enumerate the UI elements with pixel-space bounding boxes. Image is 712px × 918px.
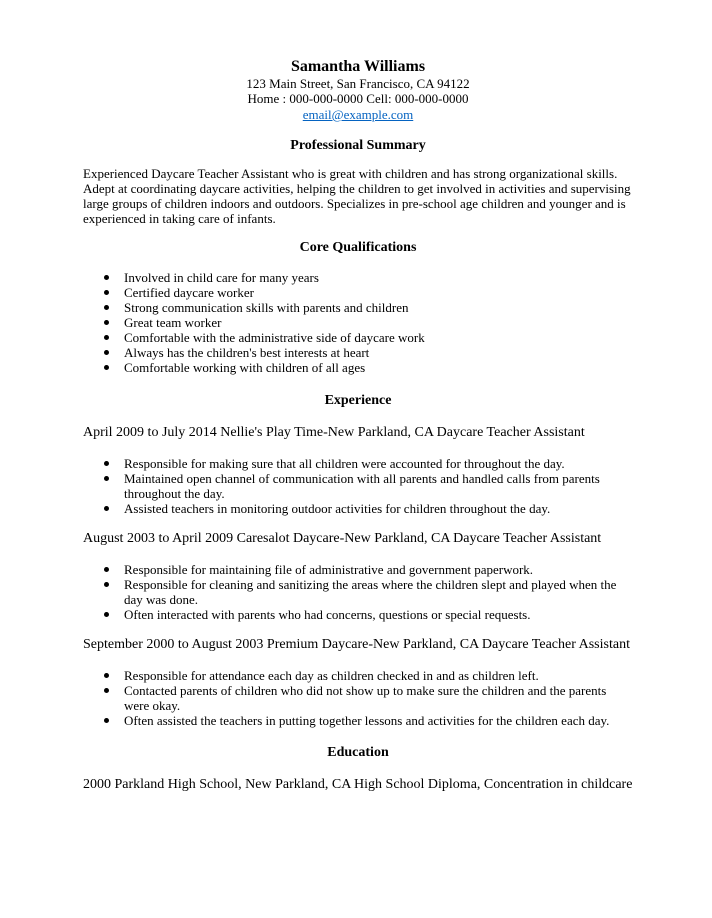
duty-text: Maintained open channel of communication with all parents and handled calls from parents throughout the day. xyxy=(124,471,600,501)
qualifications-heading: Core Qualifications xyxy=(299,240,417,255)
bullet-icon xyxy=(104,476,109,481)
bullet-icon xyxy=(104,275,109,280)
list-item xyxy=(124,668,633,683)
bullet-icon xyxy=(104,582,109,587)
list-item xyxy=(124,683,633,713)
summary-text: Experienced Daycare Teacher Assistant who is great with children and has strong organizational skills. Adept at coordinating daycare activities, helping the children to get involved in activities and supervising large groups of children indoors and outdoors. Specializes in pre-school age children and younger and is experienced in taking care of infants. xyxy=(83,166,631,226)
bullet-icon xyxy=(104,612,109,617)
qualification-text: Certified daycare worker xyxy=(124,285,254,300)
summary-heading: Professional Summary xyxy=(290,138,426,153)
bullet-icon xyxy=(104,335,109,340)
bullet-icon xyxy=(104,305,109,310)
candidate-name: Samantha Williams xyxy=(290,58,426,75)
qualification-text: Comfortable with the administrative side of daycare work xyxy=(124,330,425,345)
list-item xyxy=(124,713,633,728)
bullet-icon xyxy=(104,365,109,370)
duty-text: Responsible for maintaining file of administrative and government paperwork. xyxy=(124,562,534,577)
duty-text: Assisted teachers in monitoring outdoor activities for children throughout the day. xyxy=(124,501,551,516)
phone-numbers: Home : 000-000-0000 Cell: 000-000-0000 xyxy=(247,91,469,106)
duty-text: Often assisted the teachers in putting together lessons and activities for the children each day. xyxy=(124,713,610,728)
job-title-2: August 2003 to April 2009 Caresalot Daycare-New Parkland, CA Daycare Teacher Assistant xyxy=(83,531,602,546)
experience-heading: Experience xyxy=(324,393,392,408)
list-item xyxy=(124,285,633,300)
education-heading: Education xyxy=(327,745,389,760)
education-entry: 2000 Parkland High School, New Parkland, CA High School Diploma, Concentration in childcare xyxy=(83,777,633,792)
list-item xyxy=(124,456,633,471)
bullet-icon xyxy=(104,290,109,295)
resume-content xyxy=(83,58,633,793)
qualification-text: Great team worker xyxy=(124,315,222,330)
address: 123 Main Street, San Francisco, CA 94122 xyxy=(246,76,470,91)
list-item xyxy=(124,270,633,285)
resume-header xyxy=(83,58,633,124)
list-item xyxy=(124,345,633,360)
list-item xyxy=(124,562,633,577)
duty-text: Responsible for attendance each day as children checked in and as children left. xyxy=(124,668,539,683)
duty-text: Often interacted with parents who had concerns, questions or special requests. xyxy=(124,607,531,622)
bullet-icon xyxy=(104,506,109,511)
bullet-icon xyxy=(104,567,109,572)
qualification-text: Comfortable working with children of all ages xyxy=(124,360,366,375)
job-title-3: September 2000 to August 2003 Premium Daycare-New Parkland, CA Daycare Teacher Assistant xyxy=(83,637,630,652)
job-1-duties xyxy=(83,456,633,516)
job-2-duties xyxy=(83,562,633,622)
list-item xyxy=(124,577,633,607)
list-item xyxy=(124,360,633,375)
job-title-1: April 2009 to July 2014 Nellie's Play Time-New Parkland, CA Daycare Teacher Assistant xyxy=(83,425,585,440)
bullet-icon xyxy=(104,718,109,723)
email-link[interactable]: email@example.com xyxy=(302,107,414,122)
bullet-icon xyxy=(104,688,109,693)
list-item xyxy=(124,607,633,622)
list-item xyxy=(124,471,633,501)
duty-text: Responsible for making sure that all children were accounted for throughout the day. xyxy=(124,456,565,471)
bullet-icon xyxy=(104,461,109,466)
list-item xyxy=(124,300,633,315)
qualification-text: Involved in child care for many years xyxy=(124,270,319,285)
list-item xyxy=(124,315,633,330)
duty-text: Contacted parents of children who did not show up to make sure the children and the parents were okay. xyxy=(124,683,607,713)
bullet-icon xyxy=(104,350,109,355)
list-item xyxy=(124,330,633,345)
qualification-text: Always has the children's best interests at heart xyxy=(124,345,370,360)
list-item xyxy=(124,501,633,516)
qualification-text: Strong communication skills with parents and children xyxy=(124,300,409,315)
duty-text: Responsible for cleaning and sanitizing the areas where the children slept and played when the day was done. xyxy=(124,577,617,607)
qualifications-list xyxy=(83,270,633,375)
bullet-icon xyxy=(104,320,109,325)
bullet-icon xyxy=(104,673,109,678)
job-3-duties xyxy=(83,668,633,728)
